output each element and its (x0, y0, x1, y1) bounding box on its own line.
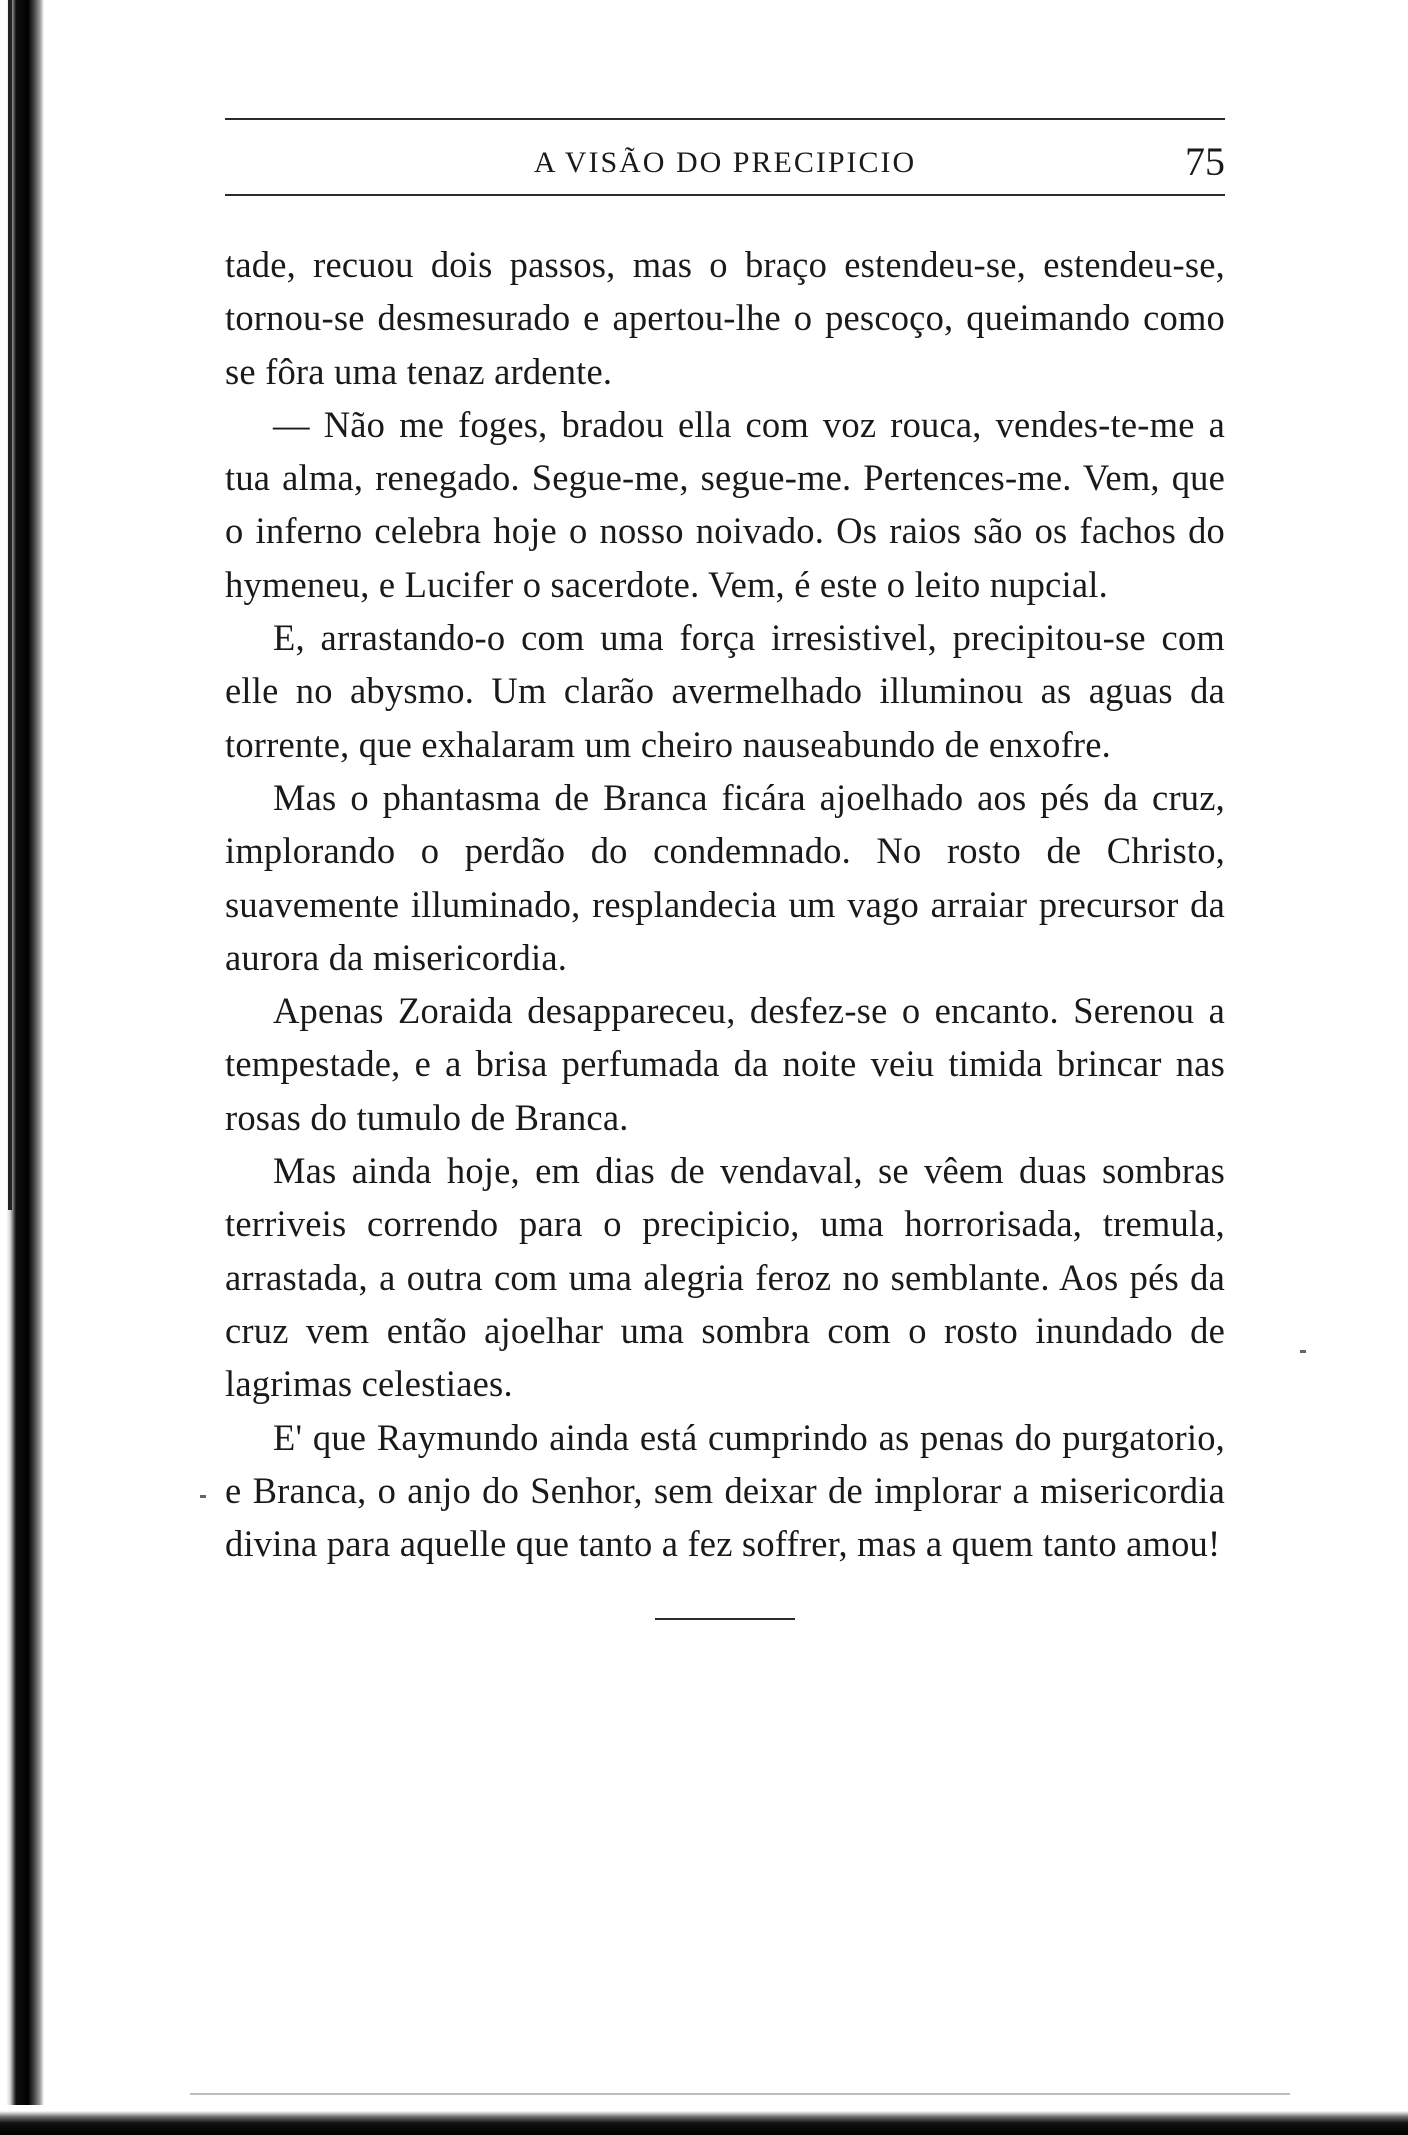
running-head (225, 120, 1225, 194)
paragraph: E' que Raymundo ainda está cumprindo as penas do purgatorio, e Branca, o anjo do Senhor, sem deixar de implorar a misericordia divina para aquelle que tanto a fez soffrer, mas a quem tanto amou! (225, 1416, 1225, 1565)
paragraph: Apenas Zoraida desappareceu, desfez-se o encanto. Serenou a tempestade, e a brisa perfumada da noite veiu timida brincar nas rosas do tumulo de Branca. (225, 990, 1225, 1138)
paragraph: E, arrastando-o com uma força irresistivel, precipitou-se com elle no abysmo. Um clarão avermelhado illuminou as aguas da torrente, que exhalaram um cheiro nauseabundo de enxofre. (225, 617, 1225, 765)
paragraph: Mas ainda hoje, em dias de vendaval, se vêem duas sombras terriveis correndo para o precipicio, uma horrorisada, tremula, arrastada, a outra com uma alegria feroz no semblante. Aos pés da cruz vem então ajoelhar uma sombra com o rosto inundado de lagrimas celestiaes. (225, 1150, 1225, 1405)
end-rule (655, 1618, 795, 1620)
scan-speck (200, 1495, 206, 1498)
scan-binding-edge (0, 0, 44, 2135)
scan-bottom-edge (0, 2105, 1408, 2135)
page-number: 75 (1185, 139, 1225, 184)
paragraph: — Não me foges, bradou ella com voz rouca, vendes-te-me a tua alma, renegado. Segue-me, segue-me. Pertences-me. Vem, que o inferno celebra hoje o nosso noivado. Os raios são os fachos do hymeneu, e Lucifer o sacerdote. Vem, é este o leito nupcial. (225, 403, 1225, 605)
paragraph: Mas o phantasma de Branca ficára ajoelhado aos pés da cruz, implorando o perdão do condemnado. No rosto de Christo, suavemente illuminado, resplandecia um vago arraiar precursor da aurora da misericordia. (225, 776, 1225, 978)
scan-speck (1300, 1350, 1306, 1353)
scan-bottom-line (190, 2093, 1290, 2095)
paragraph-continuation: tade, recuou dois passos, mas o braço estendeu-se, estendeu-se, tornou-se desmesurado e apertou-lhe o pescoço, queimando como se fôra uma tenaz ardente. (225, 244, 1225, 392)
running-title: A VISÃO DO PRECIPICIO (533, 146, 917, 179)
body-text (225, 238, 1225, 1570)
header-bottom-rule (225, 194, 1225, 196)
scan-binding-line (8, 0, 12, 1210)
book-page (225, 118, 1225, 1620)
